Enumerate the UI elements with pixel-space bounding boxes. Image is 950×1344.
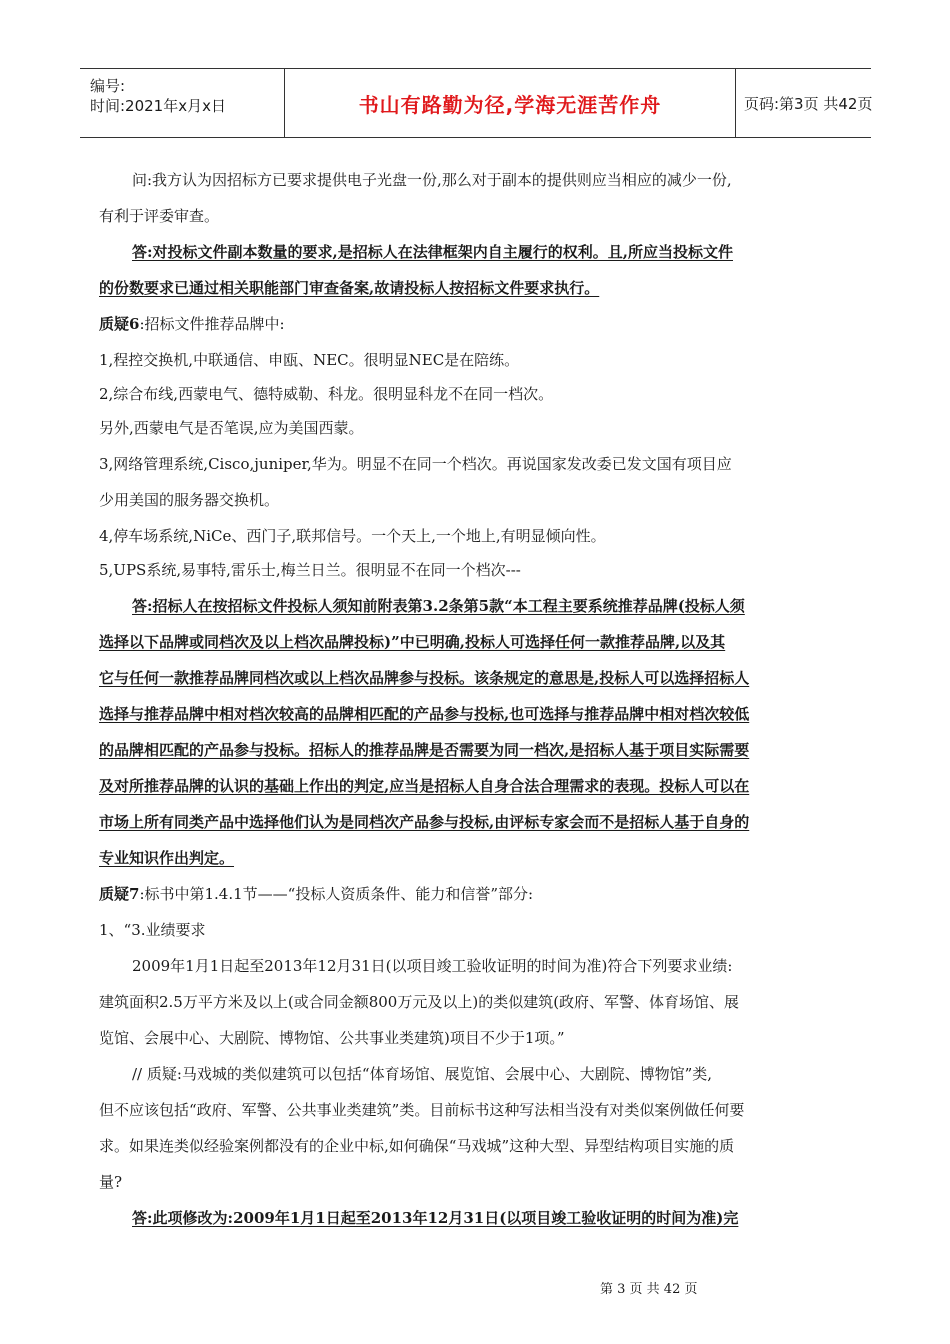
question-7-label: 质疑7 <box>99 885 140 903</box>
answer-6-line: 选择与推荐品牌中相对档次较高的品牌相匹配的产品参与投标,也可选择与推荐品牌中相对档次较低 <box>99 705 750 723</box>
question-6-text: :招标文件推荐品牌中: <box>139 315 285 333</box>
answer-7-line-1: 答:此项修改为:2009年1月1日起至2013年12月31日(以项目竣工验收证明的时间为准)完 <box>132 1209 739 1227</box>
comment-line: 求。如果连类似经验案例都没有的企业中标,如何确保“马戏城”这种大型、异型结构项目实施的质 <box>99 1137 735 1155</box>
date-label: 时间:2021年x月x日 <box>90 97 226 115</box>
question-6-item-3: 3,网络管理系统,Cisco,juniper,华为。明显不在同一个档次。再说国家发改委已发文国有项目应 <box>99 455 732 473</box>
answer-6-line: 及对所推荐品牌的认识的基础上作出的判定,应当是招标人自身合法合理需求的表现。投标人可以在 <box>99 777 750 795</box>
requirement-line: 建筑面积2.5万平方米及以上(或合同金额800万元及以上)的类似建筑(政府、军警、体育场馆、展 <box>99 993 740 1011</box>
question-6-item-5: 5,UPS系统,易事特,雷乐士,梅兰日兰。很明显不在同一个档次--- <box>99 561 521 579</box>
page-header <box>80 68 871 138</box>
comment-line: 但不应该包括“政府、军警、公共事业类建筑”类。目前标书这种写法相当没有对类似案例做任何要 <box>99 1101 745 1119</box>
answer-6-line: 它与任何一款推荐品牌同档次或以上档次品牌参与投标。该条规定的意思是,投标人可以选择招标人 <box>99 669 750 687</box>
answer-6-line: 选择以下品牌或同档次及以上档次品牌投标)”中已明确,投标人可选择任何一款推荐品牌,以及其 <box>99 633 726 651</box>
page-info: 页码:第3页 共42页 <box>744 94 873 113</box>
header-left-cell <box>80 69 284 137</box>
answer-6-line: 市场上所有同类产品中选择他们认为是同档次产品参与投标,由评标专家会而不是招标人基于自身的 <box>99 813 750 831</box>
motto-text: 书山有路勤为径,学海无涯苦作舟 <box>284 69 736 137</box>
answer-5-line-2: 的份数要求已通过相关职能部门审查备案,故请投标人按招标文件要求执行。 <box>99 279 600 297</box>
answer-6-line: 专业知识作出判定。 <box>99 849 235 867</box>
comment-line: // 质疑:马戏城的类似建筑可以包括“体育场馆、展览馆、会展中心、大剧院、博物馆”类, <box>132 1065 713 1083</box>
question-7-text: :标书中第1.4.1节——“投标人资质条件、能力和信誉”部分: <box>139 885 534 903</box>
question-6-item-2: 2,综合布线,西蒙电气、德特威勒、科龙。很明显科龙不在同一档次。 <box>99 385 554 403</box>
question-6-item-2-note: 另外,西蒙电气是否笔误,应为美国西蒙。 <box>99 419 364 437</box>
question-6-item-3-cont: 少用美国的服务器交换机。 <box>99 491 280 509</box>
question-6-item-1: 1,程控交换机,中联通信、申瓯、NEC。很明显NEC是在陪练。 <box>99 351 520 369</box>
question-text: 问:我方认为因招标方已要求提供电子光盘一份,那么对于副本的提供则应当相应的减少一份, <box>132 171 732 189</box>
answer-6-line: 答:招标人在按招标文件投标人须知前附表第3.2条第5款“本工程主要系统推荐品牌(投标人须 <box>132 597 745 615</box>
requirement-line: 2009年1月1日起至2013年12月31日(以项目竣工验收证明的时间为准)符合下列要求业绩: <box>132 957 733 975</box>
requirement-line: 览馆、会展中心、大剧院、博物馆、公共事业类建筑)项目不少于1项。” <box>99 1029 565 1047</box>
question-6-label: 质疑6 <box>99 315 140 333</box>
answer-5-line-1: 答:对投标文件副本数量的要求,是招标人在法律框架内自主履行的权利。且,所应当投标文件 <box>132 243 733 261</box>
answer-6-line: 的品牌相匹配的产品参与投标。招标人的推荐品牌是否需要为同一档次,是招标人基于项目实际需要 <box>99 741 750 759</box>
question-text-cont: 有利于评委审查。 <box>99 207 220 225</box>
question-6-item-4: 4,停车场系统,NiCe、西门子,联邦信号。一个天上,一个地上,有明显倾向性。 <box>99 527 606 545</box>
comment-line: 量? <box>99 1173 123 1191</box>
page-footer: 第 3 页 共 42 页 <box>600 1282 698 1297</box>
number-label: 编号: <box>90 77 126 95</box>
question-7-heading <box>99 884 533 904</box>
question-7-item-1: 1、“3.业绩要求 <box>99 921 206 939</box>
question-6-heading <box>99 314 285 334</box>
